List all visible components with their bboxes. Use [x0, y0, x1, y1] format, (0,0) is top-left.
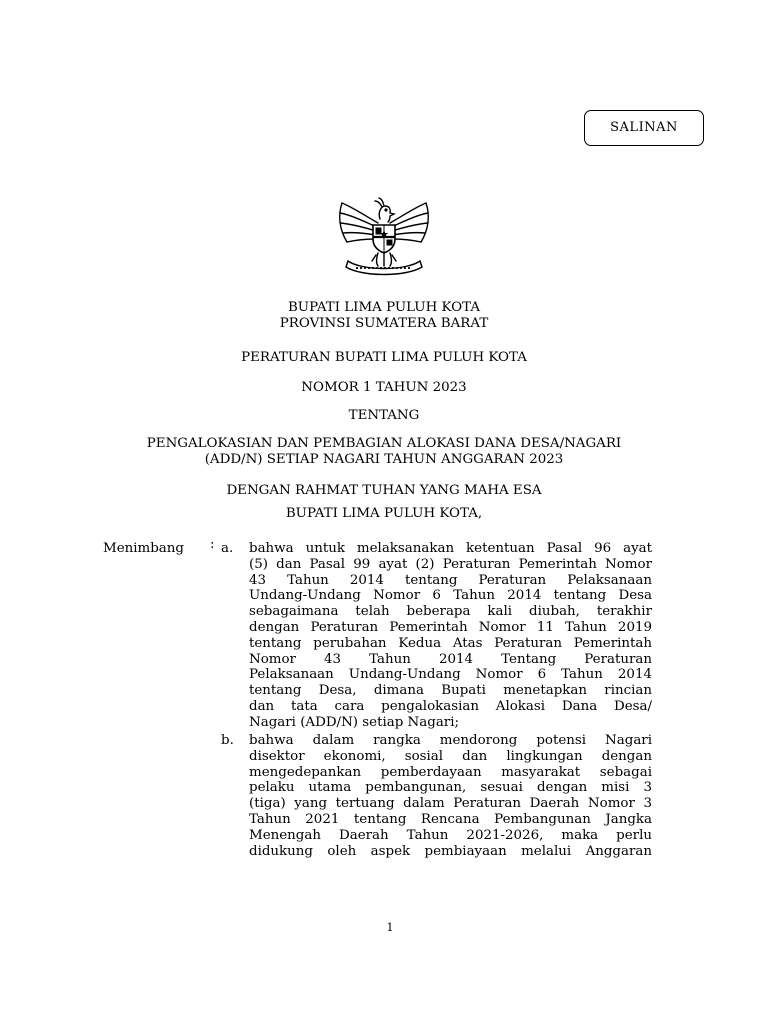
menimbang-colon: : — [210, 537, 215, 552]
page-number: 1 — [386, 921, 394, 934]
body-line: dengan Peraturan Pemerintah Nomor 11 Tahun 2019 — [249, 619, 652, 635]
body-line: tentang Desa, dimana Bupati menetapkan rincian — [249, 683, 652, 699]
body-line: mengedepankan pemberdayaan masyarakat sebagai — [249, 764, 652, 780]
menimbang-item-a — [249, 541, 652, 731]
regent-signatory-heading: BUPATI LIMA PULUH KOTA, — [285, 506, 483, 521]
about-heading: TENTANG — [348, 408, 420, 423]
body-line: sebagaimana telah beberapa kali diubah, terakhir — [249, 604, 652, 620]
salinan-label: SALINAN — [610, 120, 678, 135]
regulation-heading: PERATURAN BUPATI LIMA PULUH KOTA — [241, 350, 527, 365]
body-line: Undang-Undang Nomor 6 Tahun 2014 tentang Desa — [249, 588, 652, 604]
body-line: (5) dan Pasal 99 ayat (2) Peraturan Pemerintah Nomor — [249, 556, 652, 572]
item-marker-a: a. — [221, 541, 234, 556]
menimbang-label: Menimbang — [103, 541, 184, 556]
regulation-title-line1: PENGALOKASIAN DAN PEMBAGIAN ALOKASI DANA DESA/NAGARI — [146, 436, 622, 451]
body-line: disektor ekonomi, sosial dan lingkungan dengan — [249, 748, 652, 764]
body-line: (tiga) yang tertuang dalam Peraturan Daerah Nomor 3 — [249, 796, 652, 812]
province-heading: PROVINSI SUMATERA BARAT — [279, 316, 489, 331]
body-line: tentang perubahan Kedua Atas Peraturan Pemerintah — [249, 635, 652, 651]
body-line: bahwa dalam rangka mendorong potensi Nagari — [249, 733, 652, 748]
blessing-heading: DENGAN RAHMAT TUHAN YANG MAHA ESA — [226, 483, 542, 498]
regulation-number: NOMOR 1 TAHUN 2023 — [301, 380, 467, 395]
body-line: Nomor 43 Tahun 2014 Tentang Peraturan — [249, 651, 652, 667]
salinan-stamp — [584, 110, 704, 146]
body-line: Menengah Daerah Tahun 2021-2026, maka perlu — [249, 827, 652, 843]
item-marker-b: b. — [221, 733, 234, 748]
regulation-title-line2: (ADD/N) SETIAP NAGARI TAHUN ANGGARAN 2023 — [204, 452, 564, 467]
body-line: Pelaksanaan Undang-Undang Nomor 6 Tahun 2014 — [249, 667, 652, 683]
body-line: 43 Tahun 2014 tentang Peraturan Pelaksanaan — [249, 572, 652, 588]
body-line: dan tata cara pengalokasian Alokasi Dana Desa/ — [249, 698, 652, 714]
body-line: Nagari (ADD/N) setiap Nagari; — [249, 714, 459, 730]
body-line: didukung oleh aspek pembiayaan melalui Anggaran — [249, 843, 652, 859]
regent-heading: BUPATI LIMA PULUH KOTA — [287, 300, 481, 315]
body-line: bahwa untuk melaksanakan ketentuan Pasal 96 ayat — [249, 541, 652, 556]
body-line: pelaku utama pembangunan, sesuai dengan misi 3 — [249, 780, 652, 796]
garuda-pancasila-emblem-icon — [334, 195, 434, 277]
menimbang-item-b — [249, 733, 652, 859]
body-line: Tahun 2021 tentang Rencana Pembangunan Jangka — [249, 811, 652, 827]
